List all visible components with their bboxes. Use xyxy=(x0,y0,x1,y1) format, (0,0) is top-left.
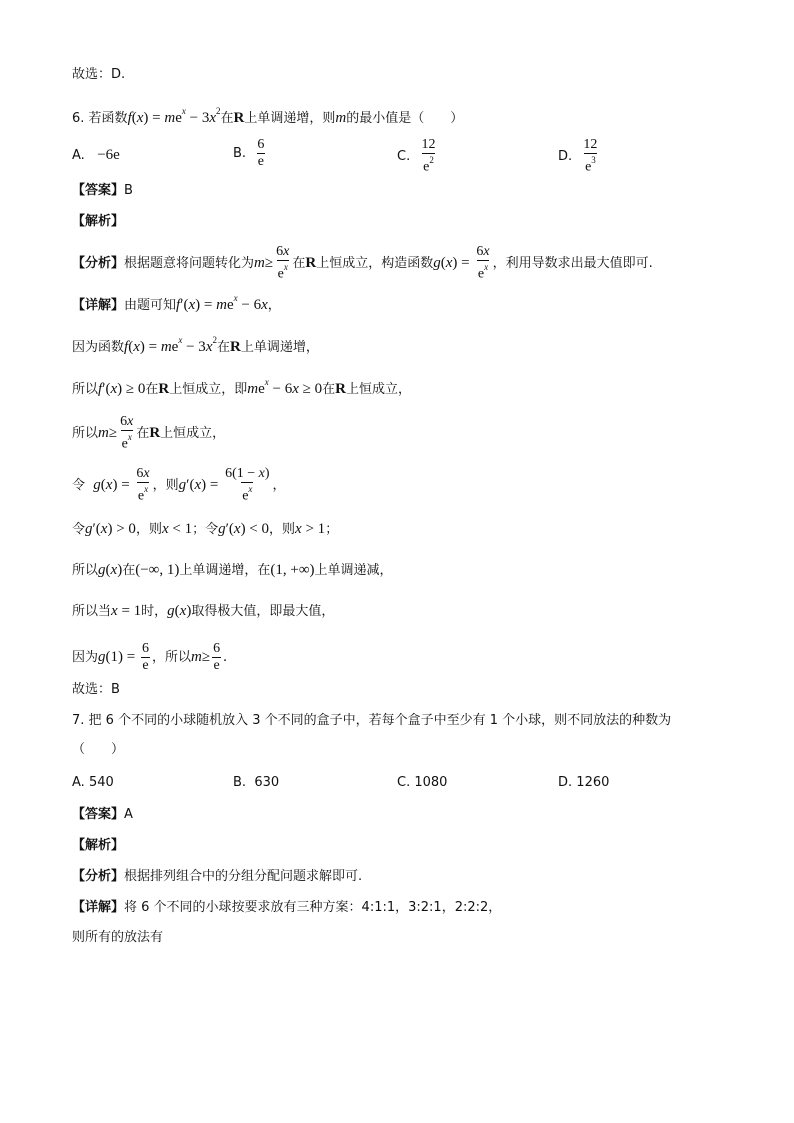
q7-option-d: D. 1260 xyxy=(558,775,610,790)
q6-option-a: A. −6e xyxy=(72,147,120,163)
q6-line6: 令 g(x) = $\frac{6x}{e^x}$ ，则g′(x) = $\frac{6(1 - x)}{e^x}$ ， xyxy=(72,466,286,504)
q6-line8: 所以g(x)在(−∞, 1)上单调递增，在(1, +∞)上单调递减， xyxy=(72,562,393,578)
q7-option-c: C. 1080 xyxy=(397,775,448,790)
q6-line9: 所以当x = 1时，g(x)取得极大值，即最大值， xyxy=(72,603,335,619)
q6-option-c: C. $\frac{12}{e^2}$ xyxy=(397,137,436,175)
q7-option-a: A. 540 xyxy=(72,775,114,790)
q6-answer: 【答案】B xyxy=(72,183,133,198)
q7-stem-paren: （ ） xyxy=(72,742,125,757)
q6-xiangjie: 【详解】由题可知$f'(x) = me^x - 6x$， xyxy=(72,293,281,313)
q7-xiangjie: 【详解】将 6 个不同的小球按要求放有三种方案：4:1:1，3:2:1，2:2:2， xyxy=(72,900,502,915)
q7-fenxi: 【分析】根据排列组合中的分组分配问题求解即可. xyxy=(72,869,363,884)
q7-stem: 7. 把 6 个不同的小球随机放入 3 个不同的盒子中，若每个盒子中至少有 1 个小球，则不同放法的种数为 xyxy=(72,713,672,728)
q6-analysis-tag: 【解析】 xyxy=(72,214,125,229)
q7-option-b: B. 630 xyxy=(233,775,280,790)
q7-answer: 【答案】A xyxy=(72,807,133,822)
q6-line4: 所以f′(x) ≥ 0在R上恒成立，即$me^x - 6x \ge 0$在R上恒成立， xyxy=(72,377,412,397)
q6-fenxi: 【分析】根据题意将问题转化为m≥ $\frac{6x}{e^x}$ 在R上恒成立，构造函数g(x) = $\frac{6x}{e^x}$ ，利用导数求出最大值即可. xyxy=(72,244,653,282)
q6-line5: 所以m≥ $\frac{6x}{e^x}$ 在R上恒成立， xyxy=(72,414,226,452)
q6-stem: 6. 若函数$f(x) = me^x - 3x^2$在R上单调递增，则m的最小值是（ ） xyxy=(72,106,464,126)
q6-line3: 因为函数$f(x) = me^x - 3x^2$在R上单调递增， xyxy=(72,335,319,355)
q6-conclusion: 故选：B xyxy=(72,682,120,697)
prev-conclusion: 故选：D. xyxy=(72,67,126,82)
q7-analysis-tag: 【解析】 xyxy=(72,838,125,853)
q6-line10: 因为g(1) = $\frac{6}{e}$ ，所以m≥ $\frac{6}{e}$ . xyxy=(72,641,227,673)
q6-option-b: B. $\frac{6}{e}$ xyxy=(233,137,265,169)
math: $f(x) = me^x - 3x^2$ xyxy=(127,106,221,126)
q6-line7: 令g′(x) > 0，则x < 1；令g′(x) < 0，则x > 1； xyxy=(72,521,339,537)
q6-option-d: D. $\frac{12}{e^3}$ xyxy=(558,137,598,175)
q7-last-line: 则所有的放法有 xyxy=(72,930,164,945)
